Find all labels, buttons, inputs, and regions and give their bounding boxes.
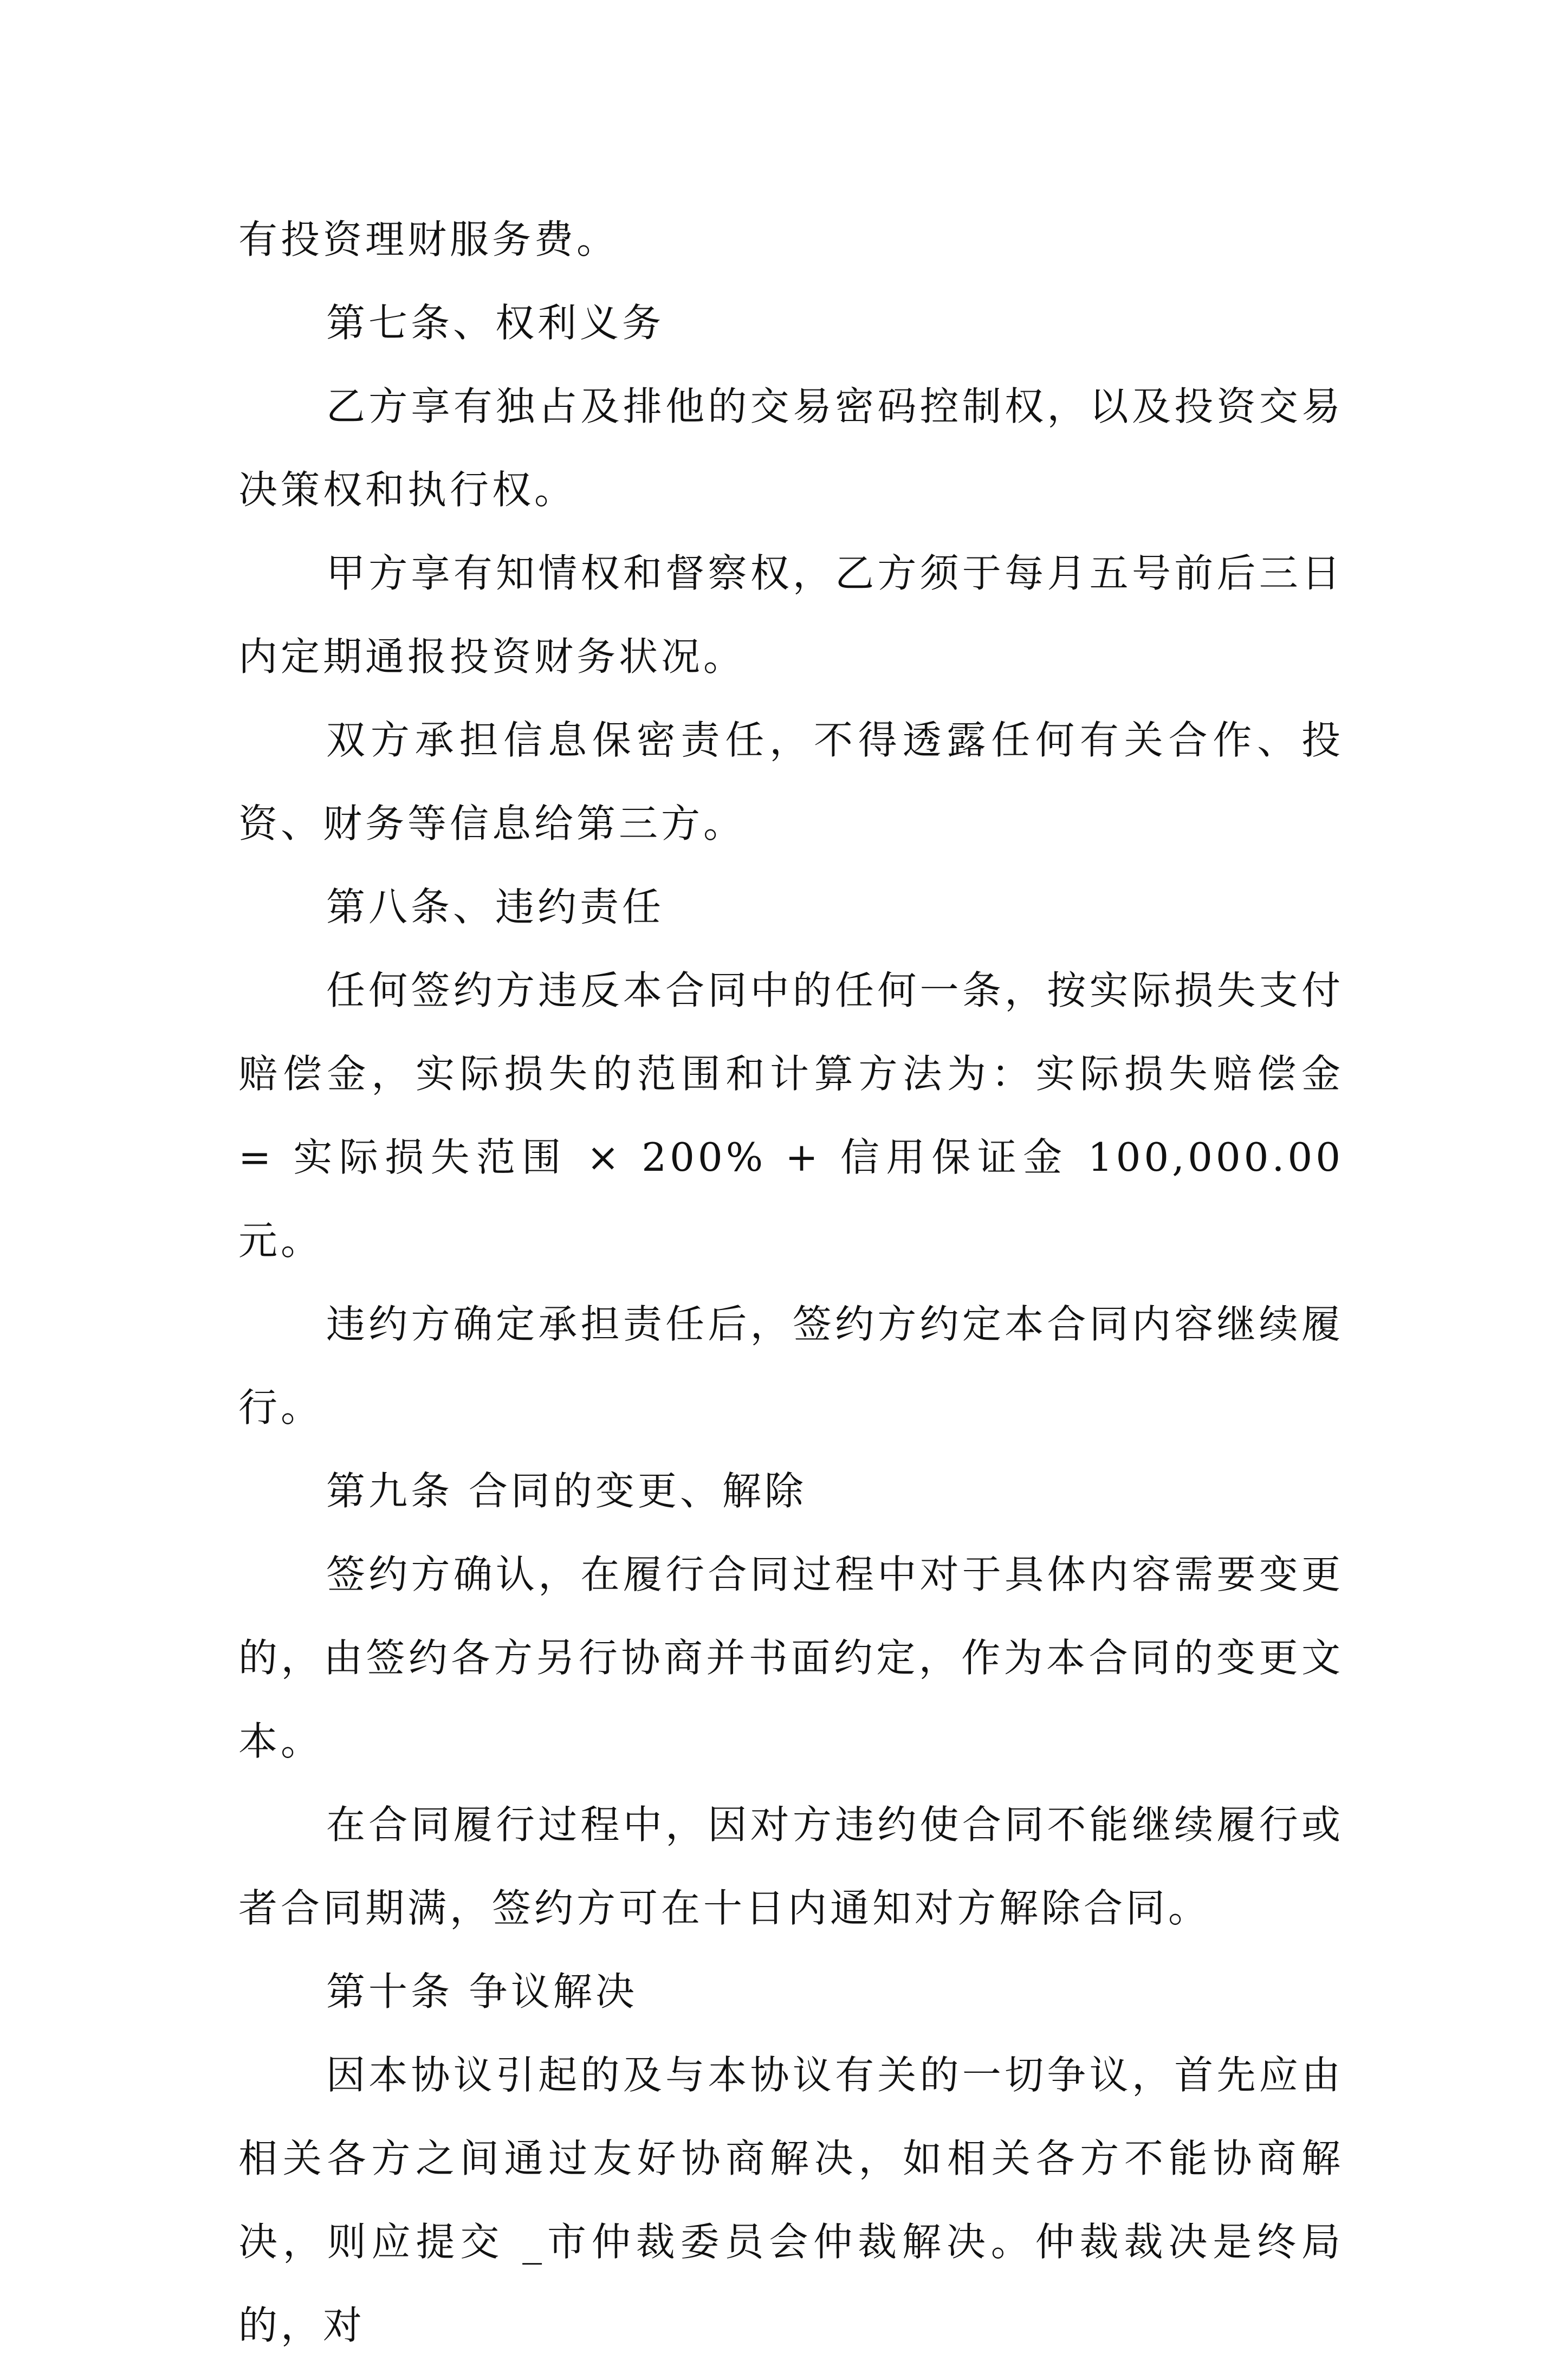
paragraph-continuation: 有投资理财服务费。 bbox=[238, 217, 619, 262]
section-heading-article-8: 第八条、违约责任 bbox=[326, 884, 665, 930]
paragraph-confidentiality: 双方承担信息保密责任，不得透露任何有关合作、投资、财务等信息给第三方。 bbox=[238, 717, 1344, 846]
paragraph-compensation: 任何签约方违反本合同中的任何一条，按实际损失支付赔偿金，实际损失的范围和计算方法为：实际损失赔偿金 = 实际损失范围 × 200% + 信用保证金 100,000.00 元。 bbox=[238, 968, 1344, 1263]
section-heading-article-7: 第七条、权利义务 bbox=[326, 300, 665, 346]
document-body bbox=[238, 198, 1344, 2367]
section-heading-article-9: 第九条 合同的变更、解除 bbox=[326, 1468, 807, 1514]
paragraph-dispute-resolution: 因本协议引起的及与本协议有关的一切争议，首先应由相关各方之间通过友好协商解决，如相关各方不能协商解决，则应提交 _市仲裁委员会仲裁解决。仲裁裁决是终局的，对 bbox=[238, 2052, 1344, 2348]
paragraph-continued-performance: 违约方确定承担责任后，签约方约定本合同内容继续履行。 bbox=[238, 1301, 1344, 1430]
paragraph-trading-rights: 乙方享有独占及排他的交易密码控制权，以及投资交易决策权和执行权。 bbox=[238, 384, 1344, 513]
paragraph-supervision-rights: 甲方享有知情权和督察权，乙方须于每月五号前后三日内定期通报投资财务状况。 bbox=[238, 550, 1344, 679]
section-heading-article-10: 第十条 争议解决 bbox=[326, 1969, 638, 2014]
paragraph-contract-change: 签约方确认，在履行合同过程中对于具体内容需要变更的，由签约各方另行协商并书面约定，作为本合同的变更文本。 bbox=[238, 1552, 1344, 1764]
paragraph-contract-termination: 在合同履行过程中，因对方违约使合同不能继续履行或者合同期满，签约方可在十日内通知对方解除合同。 bbox=[238, 1802, 1344, 1931]
